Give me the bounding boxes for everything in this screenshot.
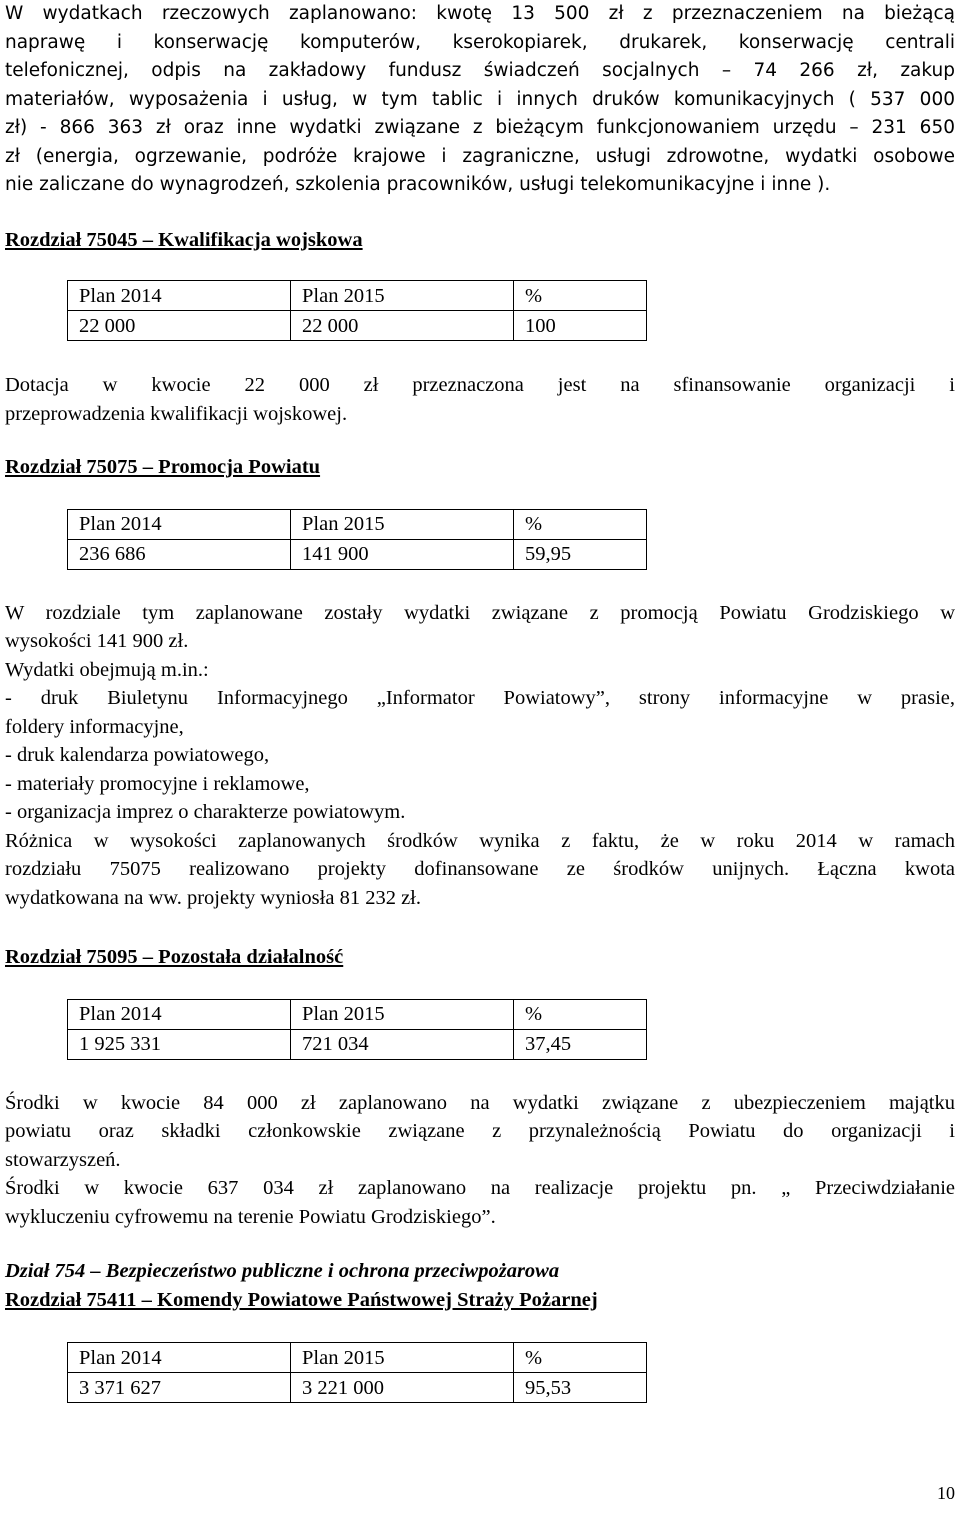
text-line: foldery informacyjne, <box>5 715 184 738</box>
cell-plan-2014: 236 686 <box>68 539 291 569</box>
cell-plan-2015: 3 221 000 <box>291 1373 514 1403</box>
header-percent: % <box>514 509 647 539</box>
table-row <box>68 1029 647 1059</box>
plan-table <box>67 999 647 1060</box>
section-heading: Rozdział 75095 – Pozostała działalność <box>5 946 344 968</box>
text-line: rozdziału 75075 realizowano projekty dofinansowane ze środków unijnych. Łączna kwota <box>5 858 955 880</box>
table-row <box>68 311 647 341</box>
section-text <box>5 599 955 913</box>
table-row <box>68 539 647 569</box>
header-plan-2015: Plan 2015 <box>291 281 514 311</box>
text-line: zł (energia, ogrzewanie, podróże krajowe i zagraniczne, usługi zdrowotne, wydatki osobowe <box>5 145 955 167</box>
text-line: Środki w kwocie 637 034 zł zaplanowano na realizacje projektu pn. „ Przeciwdziałanie <box>5 1177 955 1199</box>
cell-plan-2015: 141 900 <box>291 539 514 569</box>
cell-plan-2014: 3 371 627 <box>68 1373 291 1403</box>
plan-table <box>67 509 647 570</box>
text-line: wydatkowana na ww. projekty wyniosła 81 232 zł. <box>5 886 421 909</box>
table-header-row <box>68 1343 647 1373</box>
cell-plan-2014: 22 000 <box>68 311 291 341</box>
header-plan-2015: Plan 2015 <box>291 509 514 539</box>
cell-plan-2015: 721 034 <box>291 1029 514 1059</box>
section-text <box>5 371 955 428</box>
text-line: W rozdziale tym zaplanowane zostały wydatki związane z promocją Powiatu Grodziskiego w <box>5 601 955 624</box>
section-75075 <box>5 453 955 912</box>
intro-paragraph <box>5 0 955 200</box>
text-line: wykluczeniu cyfrowemu na terenie Powiatu Grodziskiego”. <box>5 1205 496 1228</box>
text-line: nie zaliczane do wynagrodzeń, szkolenia pracowników, usługi telekomunikacyjne i inne ). <box>5 174 831 195</box>
text-line: Dotacja w kwocie 22 000 zł przeznaczona jest na sfinansowanie organizacji i <box>5 374 955 396</box>
text-line: zł) - 866 363 zł oraz inne wydatki związane z bieżącym funkcjonowaniem urzędu – 231 650 <box>5 117 955 138</box>
cell-percent: 37,45 <box>514 1029 647 1059</box>
cell-percent: 100 <box>514 311 647 341</box>
text-line: materiałów, wyposażenia i usług, w tym tablic i innych druków komunikacyjnych ( 537 000 <box>5 88 955 110</box>
plan-table <box>67 280 647 341</box>
section-heading: Rozdział 75411 – Komendy Powiatowe Państwowej Straży Pożarnej <box>5 1288 598 1311</box>
text-line: Różnica w wysokości zaplanowanych środków wynika z faktu, że w roku 2014 w ramach <box>5 829 955 852</box>
cell-percent: 59,95 <box>514 539 647 569</box>
document-page <box>5 0 955 1403</box>
text-line: przeprowadzenia kwalifikacji wojskowej. <box>5 402 348 425</box>
text-line: - organizacja imprez o charakterze powiatowym. <box>5 801 406 823</box>
header-plan-2015: Plan 2015 <box>291 999 514 1029</box>
header-plan-2014: Plan 2014 <box>68 281 291 311</box>
section-heading: Rozdział 75045 – Kwalifikacja wojskowa <box>5 228 363 251</box>
table-row <box>68 1373 647 1403</box>
cell-plan-2014: 1 925 331 <box>68 1029 291 1059</box>
text-line: wysokości 141 900 zł. <box>5 630 189 652</box>
text-line: Środki w kwocie 84 000 zł zaplanowano na wydatki związane z ubezpieczeniem majątku <box>5 1091 955 1114</box>
header-percent: % <box>514 1343 647 1373</box>
plan-table <box>67 1342 647 1403</box>
cell-percent: 95,53 <box>514 1373 647 1403</box>
text-line: telefonicznej, odpis na zakładowy fundusz świadczeń socjalnych – 74 266 zł, zakup <box>5 60 955 81</box>
dzial-heading: Dział 754 – Bezpieczeństwo publiczne i ochrona przeciwpożarowa <box>5 1260 560 1282</box>
cell-plan-2015: 22 000 <box>291 311 514 341</box>
text-line: powiatu oraz składki członkowskie związane z przynależnością Powiatu do organizacji i <box>5 1120 955 1142</box>
header-plan-2014: Plan 2014 <box>68 509 291 539</box>
text-line: - materiały promocyjne i reklamowe, <box>5 772 310 795</box>
header-plan-2015: Plan 2015 <box>291 1343 514 1373</box>
text-line: W wydatkach rzeczowych zaplanowano: kwotę 13 500 zł z przeznaczeniem na bieżącą <box>5 3 955 24</box>
header-percent: % <box>514 999 647 1029</box>
table-header-row <box>68 509 647 539</box>
header-percent: % <box>514 281 647 311</box>
header-plan-2014: Plan 2014 <box>68 1343 291 1373</box>
page-number: 10 <box>937 1483 955 1503</box>
section-75095 <box>5 943 955 1231</box>
text-line: Wydatki obejmują m.in.: <box>5 658 209 681</box>
text-line: stowarzyszeń. <box>5 1148 121 1171</box>
section-75411 <box>5 1257 955 1403</box>
header-plan-2014: Plan 2014 <box>68 999 291 1029</box>
table-header-row <box>68 999 647 1029</box>
text-line: - druk kalendarza powiatowego, <box>5 744 270 766</box>
table-header-row <box>68 281 647 311</box>
section-text <box>5 1089 955 1232</box>
section-75045 <box>5 226 955 429</box>
text-line: naprawę i konserwację komputerów, kserokopiarek, drukarek, konserwację centrali <box>5 31 955 53</box>
section-heading: Rozdział 75075 – Promocja Powiatu <box>5 456 321 478</box>
text-line: - druk Biuletynu Informacyjnego „Informator Powiatowy”, strony informacyjne w prasie, <box>5 687 955 709</box>
